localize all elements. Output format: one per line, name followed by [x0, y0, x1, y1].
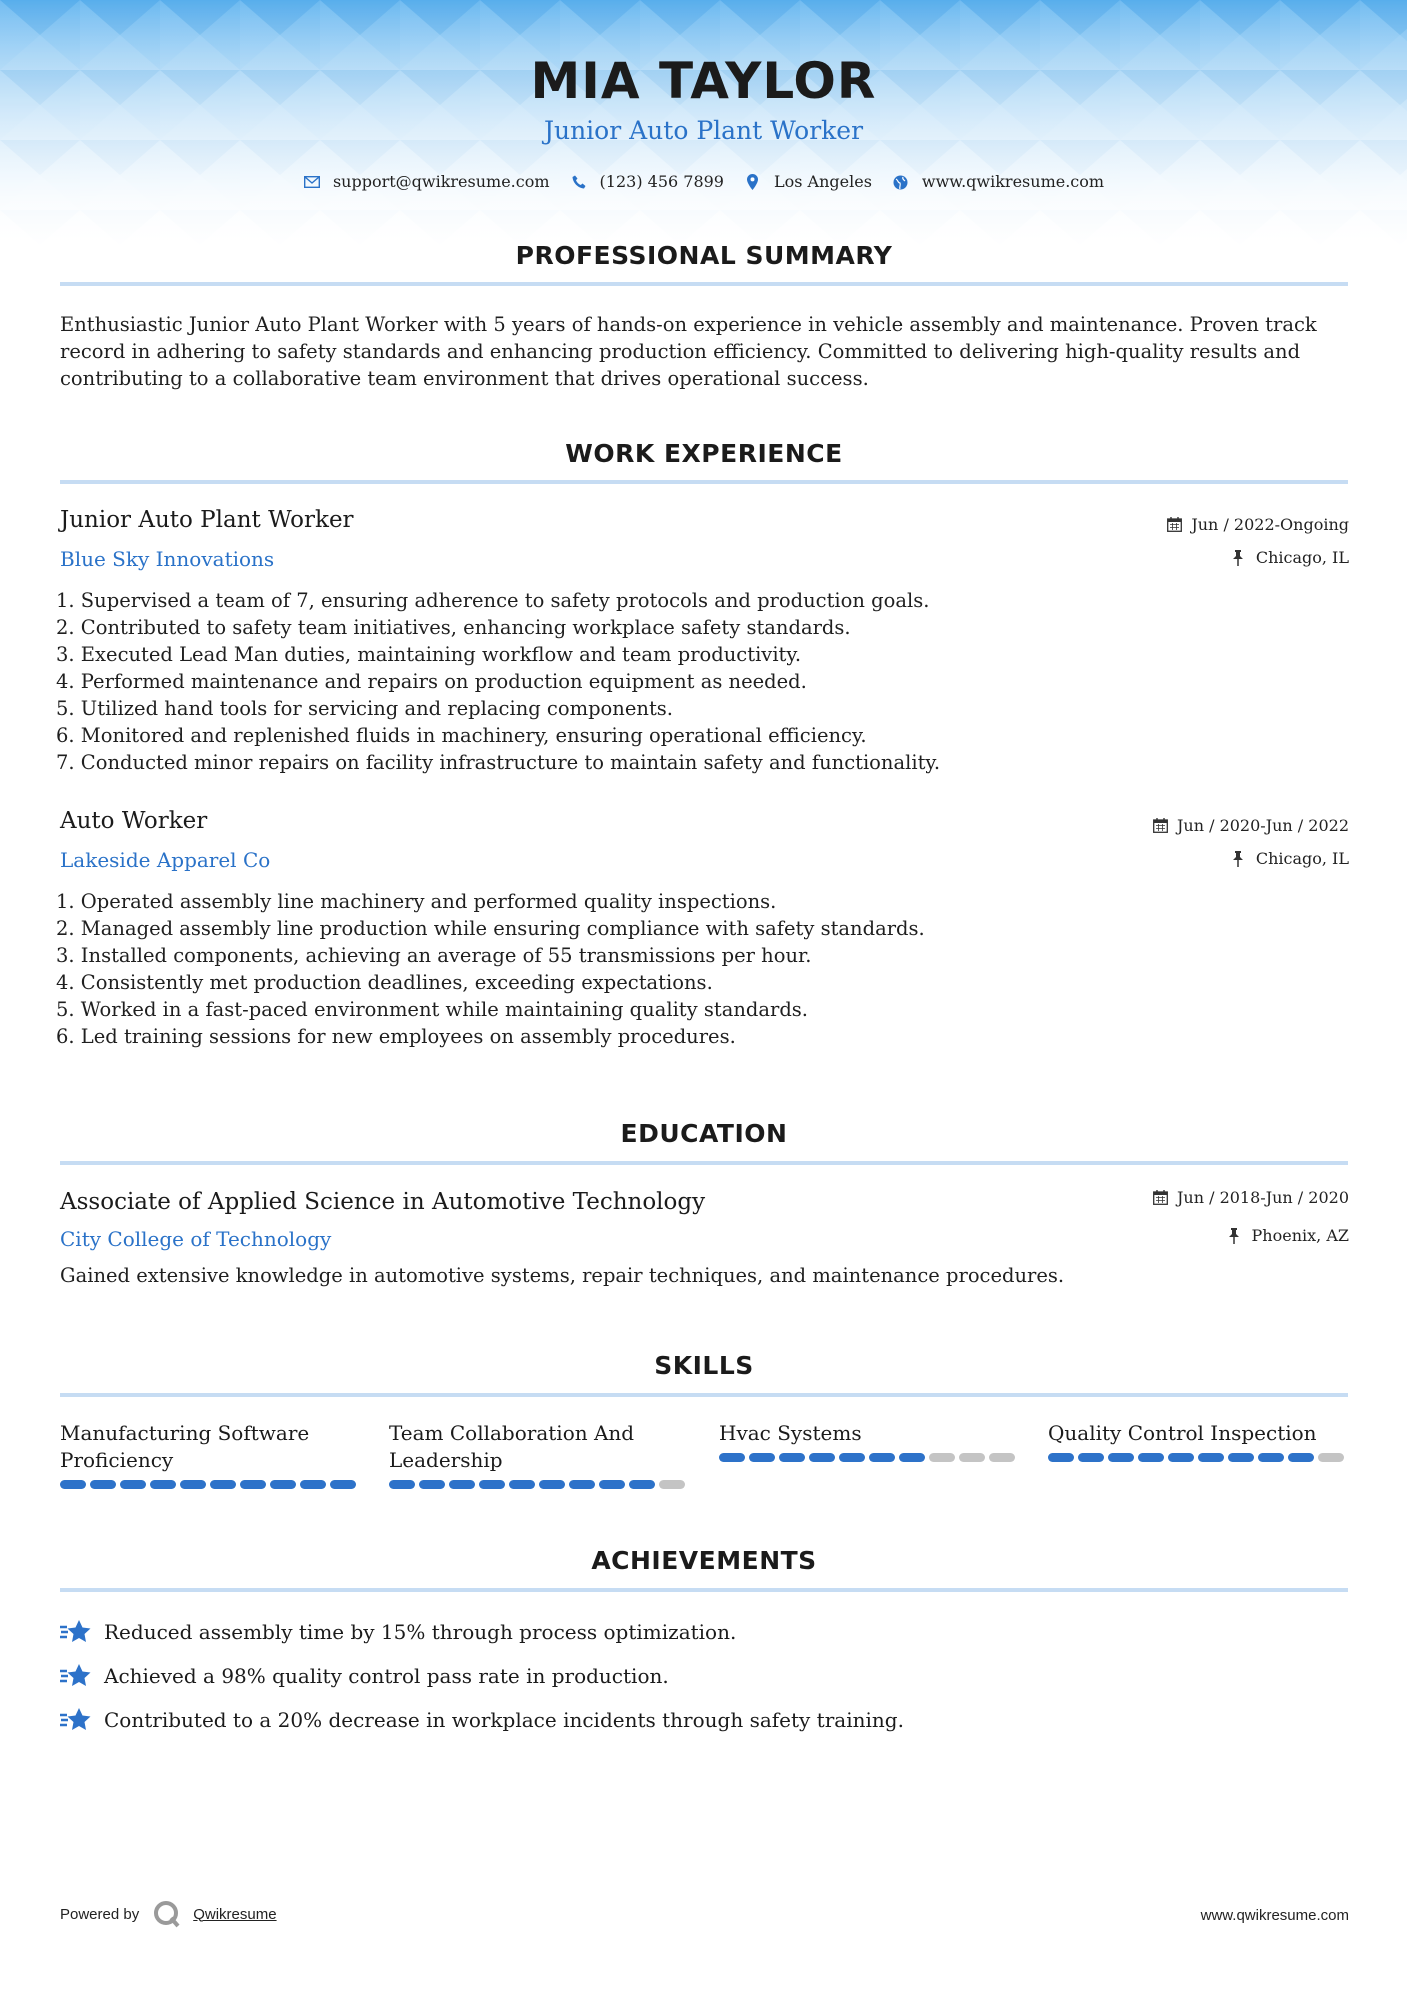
- experience-section-title: WORK EXPERIENCE: [565, 439, 843, 468]
- skill-level-segment: [839, 1453, 865, 1462]
- job-dates: Jun / 2020-Jun / 2022: [1153, 818, 1349, 834]
- list-item: 1. Operated assembly line machinery and performed quality inspections.: [56, 890, 777, 913]
- star-icon: [60, 1662, 92, 1690]
- skill-level-segment: [1168, 1453, 1194, 1462]
- job-bullet-list: [56, 587, 940, 776]
- contact-email[interactable]: support@qwikresume.com: [303, 173, 550, 191]
- list-item: 7. Conducted minor repairs on facility infrastructure to maintain safety and functionality.: [56, 751, 941, 774]
- skill-name: Quality Control Inspection: [1048, 1421, 1317, 1445]
- list-item: 5. Utilized hand tools for servicing and replacing components.: [56, 697, 674, 720]
- phone-icon: [570, 173, 588, 191]
- job-company: Blue Sky Innovations: [60, 547, 275, 571]
- contact-phone[interactable]: (123) 456 7899: [570, 173, 724, 191]
- skill-item: [60, 1420, 360, 1489]
- skill-level-segment: [90, 1480, 116, 1489]
- list-item: 3. Executed Lead Man duties, maintaining workflow and team productivity.: [56, 643, 802, 666]
- candidate-role: Junior Auto Plant Worker: [543, 116, 864, 145]
- skill-level-segment: [389, 1480, 415, 1489]
- skill-level-segment: [779, 1453, 805, 1462]
- skill-item: [1048, 1420, 1348, 1462]
- list-item: 4. Consistently met production deadlines, exceeding expectations.: [56, 971, 713, 994]
- skill-level-segment: [539, 1480, 565, 1489]
- list-item: 2. Managed assembly line production while ensuring compliance with safety standards.: [56, 917, 925, 940]
- achievement-item: Achieved a 98% quality control pass rate in production.: [60, 1662, 669, 1690]
- pushpin-icon: [1232, 550, 1248, 566]
- job-title: Auto Worker: [60, 808, 208, 834]
- skill-level-segment: [300, 1480, 326, 1489]
- list-item: 4. Performed maintenance and repairs on production equipment as needed.: [56, 670, 807, 693]
- job-bullet-list: [56, 888, 925, 1050]
- skill-name: Team Collaboration And Leadership: [389, 1421, 635, 1472]
- list-item: 2. Contributed to safety team initiatives, enhancing workplace safety standards.: [56, 616, 851, 639]
- calendar-icon: [1167, 517, 1183, 533]
- education-dates: Jun / 2018-Jun / 2020: [1153, 1190, 1349, 1206]
- list-item: 1. Supervised a team of 7, ensuring adherence to safety protocols and production goals.: [56, 589, 930, 612]
- skills-section-title: SKILLS: [654, 1351, 754, 1380]
- summary-section-title: PROFESSIONAL SUMMARY: [515, 241, 893, 270]
- job-location: Chicago, IL: [1232, 550, 1349, 566]
- education-location: Phoenix, AZ: [1228, 1228, 1349, 1244]
- pushpin-icon: [1232, 851, 1248, 867]
- skill-level-segment: [1138, 1453, 1164, 1462]
- envelope-icon: [303, 173, 321, 191]
- skill-level-segment: [449, 1480, 475, 1489]
- degree-title: Associate of Applied Science in Automotive Technology: [60, 1189, 706, 1215]
- skill-level-segment: [629, 1480, 655, 1489]
- education-section-title: EDUCATION: [620, 1119, 788, 1148]
- skill-level-segment: [659, 1480, 685, 1489]
- footer-website-link[interactable]: www.qwikresume.com: [1200, 1907, 1349, 1924]
- skill-level-segment: [719, 1453, 745, 1462]
- summary-text: Enthusiastic Junior Auto Plant Worker with 5 years of hands-on experience in vehicle assembly and maintenance. Proven track record in adhering to safety standards and enhancing production efficiency. Committed to delivering high-quality results and contributing to a collaborative team environment that drives operational success.: [60, 313, 1317, 390]
- skill-level-segment: [1198, 1453, 1224, 1462]
- qwikresume-link[interactable]: Qwikresume: [193, 1905, 277, 1923]
- list-item: 3. Installed components, achieving an average of 55 transmissions per hour.: [56, 944, 812, 967]
- skill-level-segment: [929, 1453, 955, 1462]
- skill-level-segment: [989, 1453, 1015, 1462]
- job-company: Lakeside Apparel Co: [60, 848, 271, 872]
- skill-level-bar: [60, 1480, 360, 1489]
- skill-level-segment: [240, 1480, 266, 1489]
- list-item: 6. Monitored and replenished fluids in machinery, ensuring operational efficiency.: [56, 724, 867, 747]
- skill-level-segment: [419, 1480, 445, 1489]
- skill-level-segment: [1288, 1453, 1314, 1462]
- skill-level-segment: [1318, 1453, 1344, 1462]
- star-icon: [60, 1706, 92, 1734]
- skill-name: Hvac Systems: [719, 1421, 862, 1445]
- skill-level-segment: [180, 1480, 206, 1489]
- skill-level-bar: [1048, 1453, 1348, 1462]
- skill-level-segment: [959, 1453, 985, 1462]
- contact-bar: [0, 173, 1407, 191]
- section-divider: [60, 1161, 1348, 1165]
- calendar-icon: [1153, 818, 1169, 834]
- job-location: Chicago, IL: [1232, 851, 1349, 867]
- achievement-item: Contributed to a 20% decrease in workplace incidents through safety training.: [60, 1706, 904, 1734]
- skill-level-segment: [479, 1480, 505, 1489]
- skill-level-bar: [719, 1453, 1019, 1462]
- section-divider: [60, 480, 1348, 484]
- qwikresume-logo-icon: [153, 1900, 181, 1928]
- education-description: Gained extensive knowledge in automotive systems, repair techniques, and maintenance procedures.: [60, 1264, 1065, 1287]
- skill-name: Manufacturing Software Proficiency: [60, 1421, 310, 1472]
- skill-level-segment: [1078, 1453, 1104, 1462]
- skill-level-segment: [569, 1480, 595, 1489]
- skill-level-segment: [869, 1453, 895, 1462]
- skill-level-segment: [509, 1480, 535, 1489]
- skill-level-segment: [1258, 1453, 1284, 1462]
- achievements-section-title: ACHIEVEMENTS: [591, 1546, 817, 1575]
- list-item: 5. Worked in a fast-paced environment while maintaining quality standards.: [56, 998, 809, 1021]
- skill-level-segment: [809, 1453, 835, 1462]
- pushpin-icon: [1228, 1228, 1244, 1244]
- section-divider: [60, 1588, 1348, 1592]
- skill-item: [719, 1420, 1019, 1462]
- skill-level-segment: [60, 1480, 86, 1489]
- section-divider: [60, 1393, 1348, 1397]
- footer-powered-by: Powered by Qwikresume: [60, 1900, 277, 1928]
- school-name: City College of Technology: [60, 1227, 332, 1251]
- skill-level-segment: [120, 1480, 146, 1489]
- job-title: Junior Auto Plant Worker: [60, 507, 354, 533]
- globe-icon: [892, 173, 910, 191]
- skill-level-segment: [1108, 1453, 1134, 1462]
- skill-level-segment: [270, 1480, 296, 1489]
- skill-level-segment: [210, 1480, 236, 1489]
- star-icon: [60, 1618, 92, 1646]
- skill-level-segment: [599, 1480, 625, 1489]
- contact-location: Los Angeles: [744, 173, 872, 191]
- candidate-name: MIA TAYLOR: [530, 52, 877, 110]
- list-item: 6. Led training sessions for new employees on assembly procedures.: [56, 1025, 736, 1048]
- skill-item: [389, 1420, 689, 1489]
- job-dates: Jun / 2022-Ongoing: [1167, 517, 1349, 533]
- skill-level-bar: [389, 1480, 689, 1489]
- skill-level-segment: [899, 1453, 925, 1462]
- section-divider: [60, 282, 1348, 286]
- skill-level-segment: [749, 1453, 775, 1462]
- skill-level-segment: [150, 1480, 176, 1489]
- achievement-item: Reduced assembly time by 15% through process optimization.: [60, 1618, 736, 1646]
- map-marker-icon: [744, 173, 762, 191]
- skill-level-segment: [1048, 1453, 1074, 1462]
- skill-level-segment: [1228, 1453, 1254, 1462]
- calendar-icon: [1153, 1190, 1169, 1206]
- skill-level-segment: [330, 1480, 356, 1489]
- contact-website[interactable]: www.qwikresume.com: [892, 173, 1104, 191]
